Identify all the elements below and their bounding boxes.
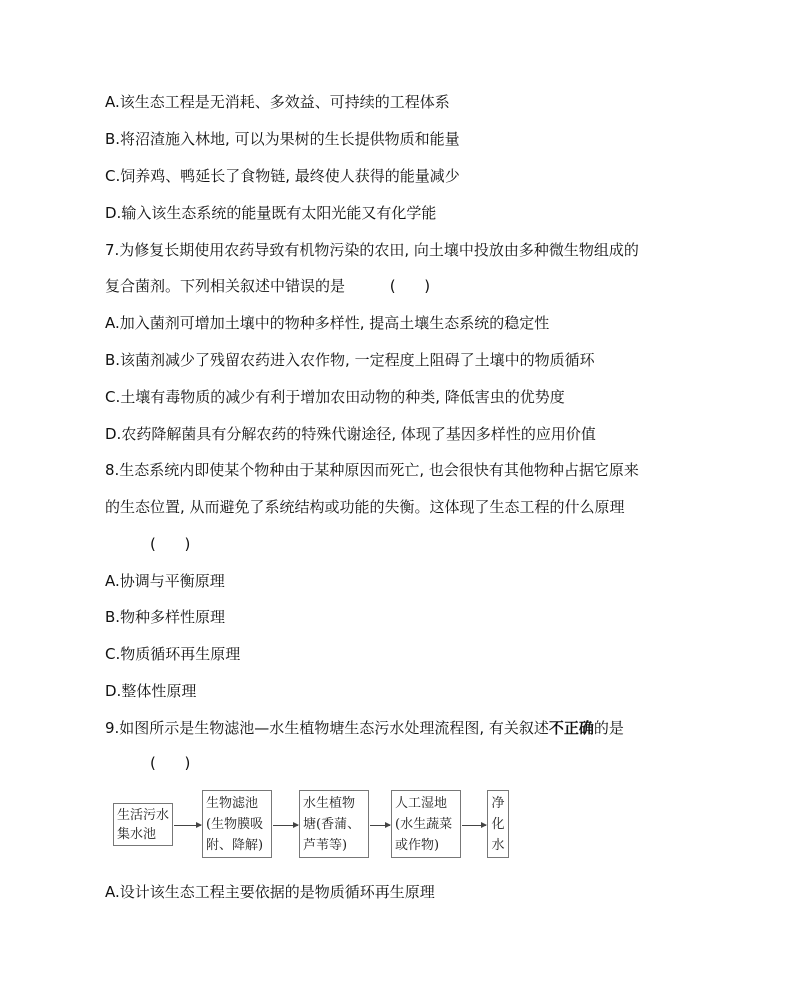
- flow-arrow: [273, 825, 298, 826]
- flow-box-text: 化: [491, 817, 505, 832]
- q7-stem-line2: [105, 276, 430, 296]
- q7-option-d: D.农药降解菌具有分解农药的特殊代谢途径, 体现了基因多样性的应用价值: [105, 425, 596, 443]
- flow-arrow: [174, 825, 201, 826]
- q8-option-c: C.物质循环再生原理: [105, 645, 241, 663]
- flow-box-text: 水生植物: [303, 796, 356, 811]
- q7-stem-text: 复合菌剂。下列相关叙述中错误的是: [105, 277, 346, 295]
- flow-arrow: [462, 825, 486, 826]
- flow-box-text: 附、降解): [206, 838, 264, 853]
- q7-answer-paren: ( ): [389, 277, 431, 295]
- flow-box-biofilter: [202, 790, 272, 858]
- flow-box-plant-pond: [299, 790, 369, 858]
- flow-box-wetland: [391, 790, 461, 858]
- q6-option-b: B.将沼渣施入林地, 可以为果树的生长提供物质和能量: [105, 130, 460, 148]
- q7-option-b: B.该菌剂减少了残留农药进入农作物, 一定程度上阻碍了土壤中的物质循环: [105, 351, 595, 369]
- flow-box-text: 集水池: [117, 827, 157, 842]
- flow-box-text: 塘(香蒲、: [303, 817, 361, 832]
- q9-answer-paren: ( ): [150, 754, 191, 772]
- flow-box-text: 人工湿地: [395, 796, 448, 811]
- q7-stem-line1: 7.为修复长期使用农药导致有机物污染的农田, 向土壤中投放由多种微生物组成的: [105, 241, 639, 259]
- q7-option-a: A.加入菌剂可增加土壤中的物种多样性, 提高土壤生态系统的稳定性: [105, 314, 550, 332]
- flow-box-clean-water: [487, 790, 509, 858]
- q9-stem-emphasis: 不正确: [548, 719, 594, 737]
- flow-box-text: 生活污水: [117, 808, 170, 823]
- q6-option-a: A.该生态工程是无消耗、多效益、可持续的工程体系: [105, 93, 450, 111]
- q8-answer-paren: ( ): [150, 535, 191, 553]
- q9-stem-post: 的是: [593, 719, 624, 737]
- q6-option-d: D.输入该生态系统的能量既有太阳光能又有化学能: [105, 204, 437, 222]
- q9-stem-pre: 9.如图所示是生物滤池—水生植物塘生态污水处理流程图, 有关叙述: [105, 719, 549, 737]
- flow-box-text: 或作物): [395, 838, 440, 853]
- q8-option-a: A.协调与平衡原理: [105, 572, 225, 590]
- flow-box-text: (生物膜吸: [206, 817, 264, 832]
- q8-option-b: B.物种多样性原理: [105, 608, 226, 626]
- flow-box-text: 芦苇等): [303, 838, 348, 853]
- flow-box-text: 生物滤池: [206, 796, 259, 811]
- flow-box-sewage-tank: [113, 803, 173, 846]
- q9-stem-line1: [105, 718, 624, 738]
- flow-box-text: 水: [491, 838, 505, 853]
- flow-box-text: (水生蔬菜: [395, 817, 453, 832]
- flow-box-text: 净: [491, 796, 505, 811]
- q8-option-d: D.整体性原理: [105, 682, 197, 700]
- q8-stem-line2: 的生态位置, 从而避免了系统结构或功能的失衡。这体现了生态工程的什么原理: [105, 498, 625, 516]
- q9-option-a: A.设计该生态工程主要依据的是物质循环再生原理: [105, 883, 435, 901]
- q8-stem-line1: 8.生态系统内即使某个物种由于某种原因而死亡, 也会很快有其他物种占据它原来: [105, 461, 639, 479]
- q7-option-c: C.土壤有毒物质的减少有利于增加农田动物的种类, 降低害虫的优势度: [105, 388, 565, 406]
- flow-arrow: [370, 825, 390, 826]
- q6-option-c: C.饲养鸡、鸭延长了食物链, 最终使人获得的能量减少: [105, 167, 460, 185]
